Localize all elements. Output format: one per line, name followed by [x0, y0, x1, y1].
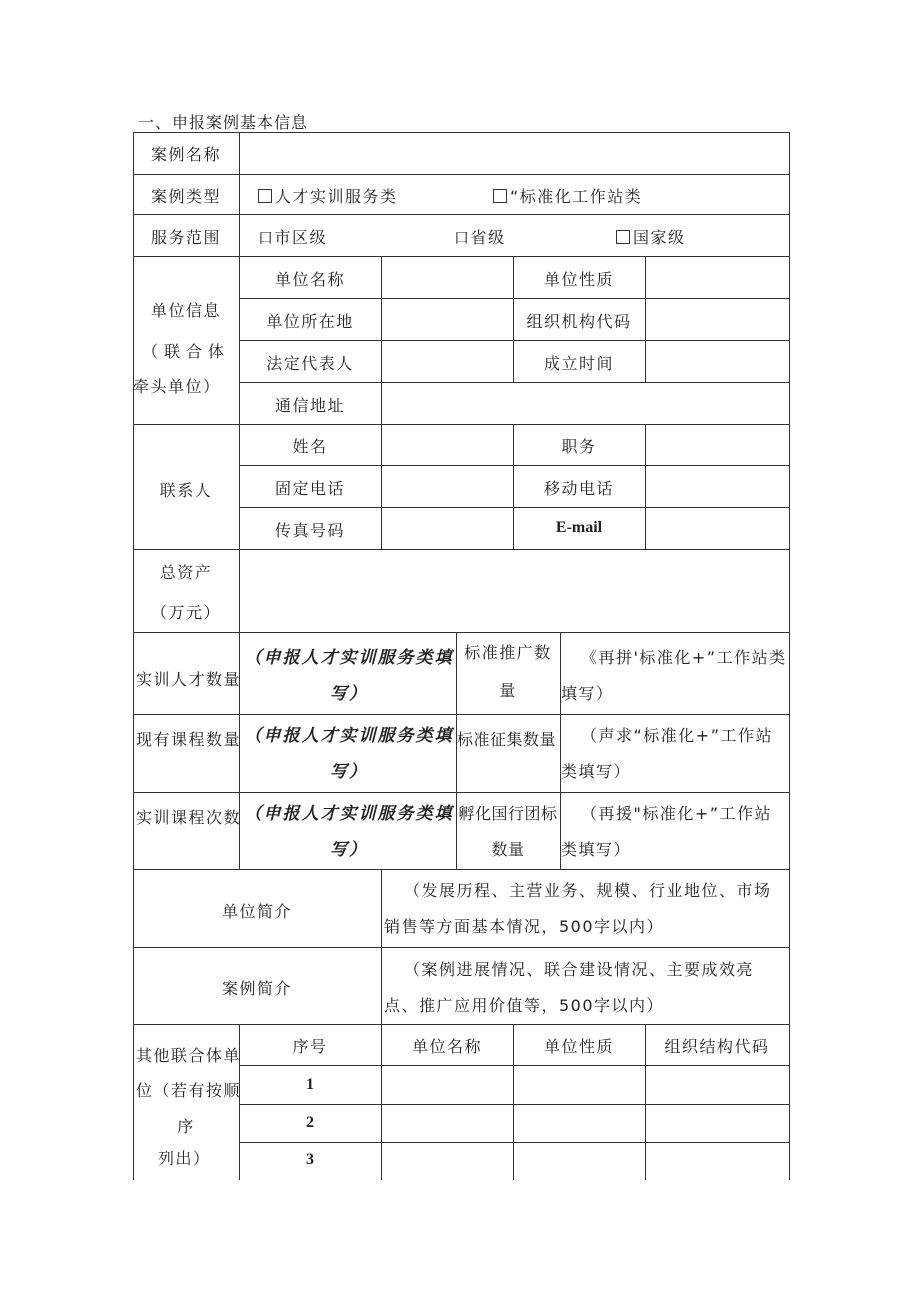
option-label: 国家级 — [633, 228, 686, 247]
members-header-name: 单位名称 — [411, 1037, 482, 1056]
label-address: 通信地址 — [274, 396, 345, 415]
member-1-nature-field[interactable] — [514, 1066, 645, 1104]
label-service-scope: 服务范围 — [150, 228, 221, 247]
org-code-field[interactable] — [646, 299, 789, 340]
section-heading: 一、申报案例基本信息 — [138, 113, 309, 132]
legal-rep-field[interactable] — [382, 341, 513, 382]
unit-nature-field[interactable] — [646, 257, 789, 298]
label-org-code: 组织机构代码 — [526, 312, 632, 331]
mobile-field[interactable] — [646, 466, 789, 507]
members-header-seq: 序号 — [292, 1037, 328, 1056]
label-unit-name: 单位名称 — [274, 270, 345, 289]
contact-name-field[interactable] — [382, 425, 513, 465]
label-unit-info: 单位信息 — [150, 301, 221, 320]
label-total-assets: 总资产 — [159, 563, 213, 582]
unit-location-field[interactable] — [382, 299, 513, 340]
label-legal-rep: 法定代表人 — [266, 354, 354, 373]
member-1-name-field[interactable] — [382, 1066, 513, 1104]
label-std-promo: 标准推广数量 — [464, 643, 552, 700]
label-contact-name: 姓名 — [292, 437, 328, 456]
label-fax: 传真号码 — [274, 521, 345, 540]
total-assets-field[interactable] — [240, 550, 788, 632]
checkbox-icon — [493, 189, 507, 203]
label-unit-info-2: （联合体 — [141, 342, 230, 361]
label-other-members-3: 序 — [177, 1117, 195, 1136]
member-3-code-field[interactable] — [646, 1143, 789, 1180]
label-case-intro: 案例简介 — [221, 979, 292, 998]
address-field[interactable] — [382, 383, 789, 424]
option-label: 人才实训服务类 — [275, 187, 398, 206]
label-unit-intro: 单位简介 — [221, 902, 292, 921]
label-phone: 固定电话 — [274, 479, 345, 498]
member-1-code-field[interactable] — [646, 1066, 789, 1104]
members-row-seq: 2 — [306, 1114, 314, 1131]
scope-option-city[interactable] — [258, 225, 327, 248]
fax-field[interactable] — [382, 508, 513, 549]
label-other-members-1: 其他联合体单 — [136, 1046, 242, 1065]
label-mobile: 移动电话 — [543, 479, 614, 498]
member-3-name-field[interactable] — [382, 1143, 513, 1180]
label-other-members-4: 列出） — [158, 1149, 211, 1168]
courses-fill-note: （申报人才实训服务类填写） — [244, 726, 454, 781]
position-field[interactable] — [646, 425, 789, 465]
checkbox-icon: 口 — [258, 229, 275, 247]
case-type-option-station[interactable] — [493, 184, 642, 207]
option-label: “标准化工作站类 — [510, 187, 643, 206]
unit-intro-fill-note[interactable]: （发展历程、主营业务、规模、行业地位、市场销售等方面基本情况，500字以内） — [384, 881, 772, 936]
option-label: 市区级 — [274, 228, 328, 247]
label-unit-nature: 单位性质 — [543, 270, 614, 289]
scope-option-national[interactable] — [616, 225, 686, 248]
label-case-type: 案例类型 — [150, 187, 221, 206]
founded-field[interactable] — [646, 341, 789, 382]
case-name-field[interactable] — [240, 133, 788, 174]
label-contact: 联系人 — [159, 481, 213, 500]
label-total-assets-unit: （万元） — [150, 603, 221, 622]
talent-fill-note: （申报人才实训服务类填写） — [244, 648, 454, 703]
checkbox-icon — [616, 230, 630, 244]
label-unit-info-3: 牵头单位） — [133, 377, 221, 396]
members-header-nature: 单位性质 — [543, 1037, 614, 1056]
members-header-code: 组织结构代码 — [664, 1037, 770, 1056]
label-training-sessions: 实训课程次数 — [136, 808, 242, 827]
label-position: 职务 — [561, 437, 597, 456]
checkbox-icon: 口 — [454, 229, 471, 247]
label-founded: 成立时间 — [543, 354, 614, 373]
email-field[interactable] — [646, 508, 789, 549]
label-unit-location: 单位所在地 — [266, 312, 354, 331]
phone-field[interactable] — [382, 466, 513, 507]
case-type-option-talent[interactable] — [258, 184, 398, 207]
std-collect-fill-note: （声求“标准化+”工作站类填写） — [561, 726, 773, 781]
incubate-fill-note: （再援"标准化+”工作站类填写） — [561, 804, 773, 859]
member-2-name-field[interactable] — [382, 1105, 513, 1142]
sessions-fill-note: （申报人才实训服务类填写） — [244, 804, 454, 859]
label-case-name: 案例名称 — [150, 145, 221, 164]
option-label: 省级 — [470, 228, 506, 247]
checkbox-icon — [258, 189, 272, 203]
member-2-code-field[interactable] — [646, 1105, 789, 1142]
label-other-members-2: 位（若有按顺 — [136, 1081, 242, 1100]
members-row-seq: 1 — [306, 1076, 314, 1093]
unit-name-field[interactable] — [382, 257, 513, 298]
label-email: E-mail — [555, 519, 603, 536]
label-existing-courses: 现有课程数量 — [136, 730, 242, 749]
member-3-nature-field[interactable] — [514, 1143, 645, 1180]
scope-option-province[interactable] — [454, 225, 506, 248]
label-incubate: 孵化国行团标数量 — [458, 804, 558, 859]
member-2-nature-field[interactable] — [514, 1105, 645, 1142]
std-promo-fill-note: 《再拼'标准化+”工作站类填写） — [561, 648, 787, 703]
case-intro-fill-note[interactable]: （案例进展情况、联合建设情况、主要成效亮点、推广应用价值等，500字以内） — [384, 960, 755, 1015]
members-row-seq: 3 — [306, 1151, 314, 1168]
label-trained-talent: 实训人才数量 — [136, 670, 242, 689]
label-std-collect: 标准征集数量 — [457, 730, 557, 749]
